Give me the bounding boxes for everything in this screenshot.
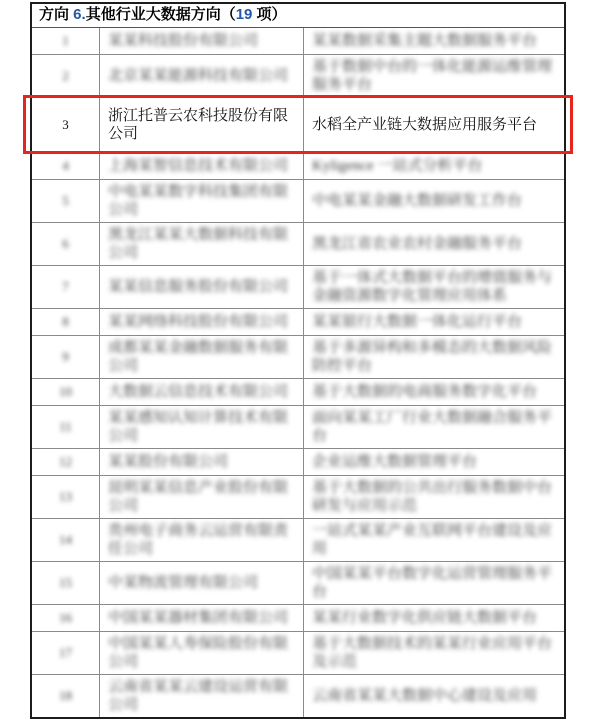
cell-index [32,632,100,674]
section-title-mid: 其他行业大数据方向（ [85,6,236,23]
table-row [32,180,564,223]
platform-name: 基于一体式大数据平台的增值服务与金融资源数字化管理应用体系 [312,270,553,304]
cell-company [100,223,304,265]
platform-name: 一站式某某产业互联网平台建设及应用 [312,523,553,557]
platform-name: 某某银行大数据一体化运行平台 [312,314,523,330]
company-name: 某某科技股份有限公司 [108,33,259,49]
cell-company [100,406,304,448]
cell-platform [304,309,564,335]
cell-company [100,379,304,405]
cell-company [100,449,304,475]
cell-platform [304,406,564,448]
cell-index [32,309,100,335]
cell-index [32,55,100,97]
platform-name: 基于大数据的电商服务数字化平台 [312,384,538,400]
cell-platform [304,632,564,674]
row-number: 13 [59,489,72,504]
table-row [32,266,564,309]
cell-platform [304,55,564,97]
cell-company [100,519,304,561]
company-name: 某某股份有限公司 [108,454,229,470]
cell-index [32,406,100,448]
row-number: 4 [62,158,69,173]
cell-platform [304,266,564,308]
row-number: 17 [59,645,72,660]
cell-index [32,336,100,378]
company-name: 中电某某数字科技集团有限公司 [108,184,289,218]
company-name: 某某信息服务股份有限公司 [108,279,289,295]
cell-company [100,476,304,518]
platform-name: 企业运维大数据管理平台 [312,454,478,470]
cell-index [32,379,100,405]
row-number: 9 [62,349,69,364]
cell-index [32,223,100,265]
cell-index [32,675,100,717]
table-row [32,519,564,562]
cell-company [100,309,304,335]
company-name: 北京某某能源科技有限公司 [108,68,289,84]
platform-name: 面向某某工厂行业大数据融合服务平台 [312,410,553,444]
cell-index [32,449,100,475]
company-name: 昆明某某信息产业股份有限公司 [108,480,289,514]
platform-name: 基于数据中台的一体化能源运维管理服务平台 [312,59,553,93]
cell-company [100,153,304,179]
table-row [32,605,564,632]
section-title-suffix: 项） [252,6,287,23]
row-number: 5 [62,193,69,208]
table-row [32,632,564,675]
table-row [32,562,564,605]
platform-name: Kyligence 一站式分析平台 [312,158,483,174]
platform-name: 基于大数据的公共出行服务数据中台研发与应用示范 [312,480,553,514]
cell-company [100,605,304,631]
platform-name: 水稻全产业链大数据应用服务平台 [312,117,538,133]
table-section-header [32,4,564,28]
table-row [32,309,564,336]
cell-company [100,266,304,308]
cell-platform [304,98,564,152]
table-row [32,98,564,153]
company-name: 浙江托普云农科技股份有限公司 [108,108,289,142]
platform-name: 中电某某金融大数据研发工作台 [312,193,523,209]
cell-index [32,98,100,152]
table-body [32,28,564,717]
cell-platform [304,605,564,631]
row-number: 8 [62,314,69,329]
table-row [32,28,564,55]
cell-platform [304,223,564,265]
platform-name: 云南省某某大数据中心建设及应用 [312,688,538,704]
table-row [32,153,564,180]
cell-platform [304,379,564,405]
company-name: 中国某某人寿保险股份有限公司 [108,636,289,670]
platform-name: 基于大数据技术的某某行业应用平台及示范 [312,636,553,670]
company-name: 成都某某金融数据服务有限公司 [108,340,289,374]
row-number: 7 [62,279,69,294]
platform-name: 基于多源异构和多模态的大数据风险防控平台 [312,340,553,374]
cell-company [100,180,304,222]
cell-platform [304,562,564,604]
row-number: 2 [62,68,69,83]
cell-company [100,562,304,604]
table-row [32,406,564,449]
row-number: 6 [62,236,69,251]
cell-index [32,562,100,604]
company-name: 某某网络科技股份有限公司 [108,314,289,330]
cell-platform [304,180,564,222]
cell-company [100,55,304,97]
company-name: 上海某智信息技术有限公司 [108,158,289,174]
table-row [32,379,564,406]
row-number: 12 [59,454,72,469]
cell-index [32,605,100,631]
cell-company [100,98,304,152]
cell-index [32,266,100,308]
table-row [32,675,564,717]
company-name: 贵州电子商务云运营有限责任公司 [108,523,289,557]
row-number: 15 [59,575,72,590]
section-title-prefix: 方向 [39,6,74,23]
cell-index [32,476,100,518]
cell-platform [304,28,564,54]
cell-platform [304,336,564,378]
row-number: 16 [59,610,72,625]
projects-table [30,2,566,719]
table-row [32,55,564,98]
row-number: 11 [59,419,72,434]
cell-company [100,675,304,717]
table-row [32,336,564,379]
row-number: 18 [59,688,72,703]
cell-index [32,28,100,54]
company-name: 大数据云信息技术有限公司 [108,384,289,400]
platform-name: 某某行业数字化供应链大数据平台 [312,610,538,626]
platform-name: 黑龙江省农业农村金融服务平台 [312,236,523,252]
company-name: 中国某某器材集团有限公司 [108,610,289,626]
company-name: 中某物流管理有限公司 [108,575,259,591]
cell-index [32,153,100,179]
cell-platform [304,519,564,561]
cell-company [100,336,304,378]
company-name: 黑龙江某某大数据科技有限公司 [108,227,289,261]
table-row [32,449,564,476]
cell-platform [304,675,564,717]
cell-index [32,519,100,561]
cell-platform [304,153,564,179]
platform-name: 某某数据采集主题大数据服务平台 [312,33,538,49]
company-name: 某某感知认知计算技术有限公司 [108,410,289,444]
section-item-count: 19 [235,6,253,23]
row-number: 14 [59,532,72,547]
cell-platform [304,476,564,518]
row-number: 3 [62,117,69,132]
cell-index [32,180,100,222]
company-name: 云南省某某云建设运营有限公司 [108,679,289,713]
cell-company [100,28,304,54]
cell-company [100,632,304,674]
section-direction-number: 6. [73,6,86,23]
row-number: 10 [59,384,72,399]
platform-name: 中国某某平台数字化运营管理服务平台 [312,566,553,600]
row-number: 1 [62,33,69,48]
table-row [32,223,564,266]
table-row [32,476,564,519]
cell-platform [304,449,564,475]
